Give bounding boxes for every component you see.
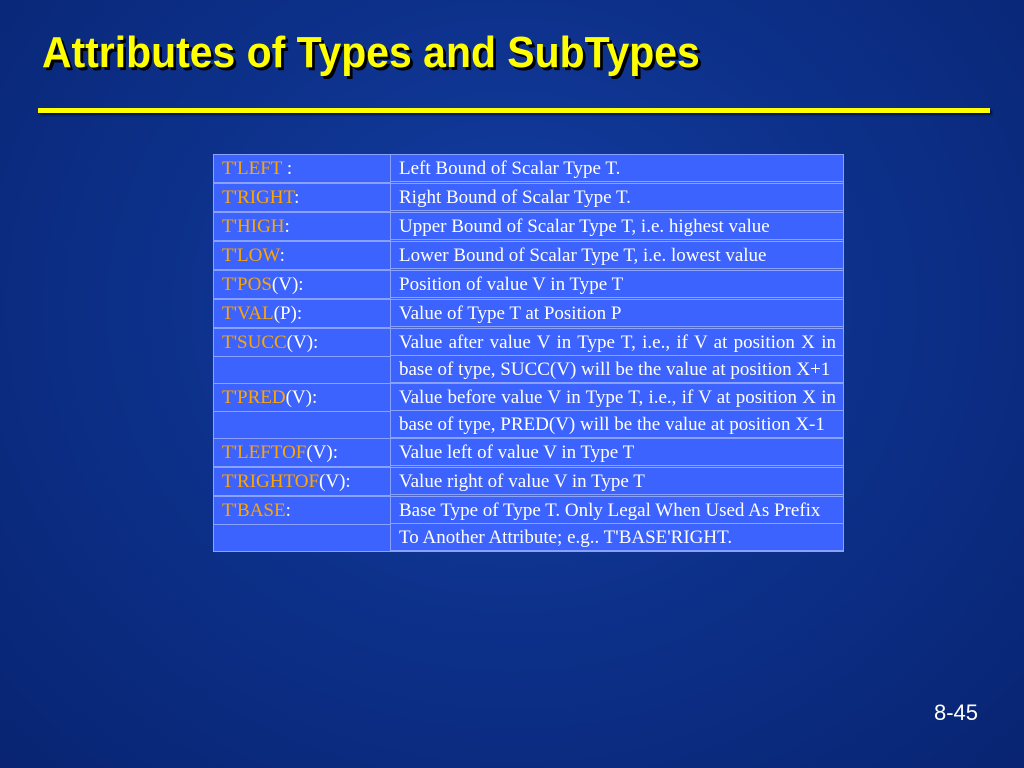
attribute-description: Value of Type T at Position P: [391, 300, 843, 327]
attribute-label: [214, 300, 390, 328]
attribute-description: Value right of value V in Type T: [391, 468, 843, 495]
attribute-name: T'RIGHTOF: [222, 471, 320, 492]
attribute-description: Base Type of Type T. Only Legal When Used As Prefix To Another Attribute; e.g.. T'BASE'RIGHT.: [391, 497, 843, 551]
attribute-name: T'POS: [222, 274, 272, 295]
table-row: [214, 213, 844, 242]
table-row: [214, 300, 844, 329]
attribute-suffix: (V):: [286, 332, 319, 353]
description-cell: [391, 242, 844, 271]
attribute-name: T'LOW: [222, 245, 280, 266]
attribute-label: [214, 155, 390, 183]
description-cell: [391, 384, 844, 439]
attribute-cell: [214, 384, 391, 439]
table-row: [214, 155, 844, 184]
attribute-suffix: (V):: [319, 471, 351, 492]
attribute-label: [214, 384, 390, 412]
attribute-suffix: :: [294, 187, 300, 208]
attribute-suffix: :: [282, 158, 293, 179]
attribute-label: [214, 213, 390, 241]
attribute-name: T'LEFT: [222, 158, 283, 179]
attributes-table: [213, 154, 844, 552]
description-cell: [391, 439, 844, 468]
attribute-cell: [214, 300, 391, 329]
attribute-name: T'BASE: [222, 500, 286, 521]
attribute-cell: [214, 439, 391, 468]
page-number: 8-45: [933, 700, 978, 725]
attribute-description: Value left of value V in Type T: [391, 439, 843, 466]
attribute-name: T'LEFTOF: [222, 442, 307, 463]
attribute-suffix: (V):: [285, 387, 318, 408]
table-row: [214, 271, 844, 300]
slide-title: Attributes of Types and SubTypes: [42, 28, 700, 77]
attribute-cell: [214, 329, 391, 384]
attribute-label: [214, 242, 390, 270]
attribute-cell: [214, 468, 391, 497]
attribute-description: Position of value V in Type T: [391, 271, 843, 298]
table-row: [214, 439, 844, 468]
attribute-description: Value before value V in Type T, i.e., if V at position X in base of type, PRED(V) will be the value at position X-1: [391, 384, 843, 438]
title-underline: [38, 108, 990, 113]
attribute-name: T'RIGHT: [222, 187, 295, 208]
attribute-name: T'PRED: [222, 387, 286, 408]
description-cell: [391, 155, 844, 184]
attribute-name: T'SUCC: [222, 332, 287, 353]
attribute-suffix: (V):: [306, 442, 339, 463]
attribute-cell: [214, 497, 391, 552]
attribute-suffix: :: [279, 245, 285, 266]
attribute-cell: [214, 184, 391, 213]
attribute-description: Value after value V in Type T, i.e., if V at position X in base of type, SUCC(V) will be the value at position X+1: [391, 329, 843, 383]
attribute-name: T'VAL: [222, 303, 274, 324]
table-row: [214, 468, 844, 497]
attribute-label: [214, 439, 390, 467]
table-row: [214, 329, 844, 384]
description-cell: [391, 213, 844, 242]
attribute-name: T'HIGH: [222, 216, 285, 237]
table-row: [214, 497, 844, 552]
attribute-cell: [214, 155, 391, 184]
attribute-cell: [214, 213, 391, 242]
attributes-table-body: [214, 155, 844, 552]
attribute-suffix: :: [285, 500, 291, 521]
attribute-label: [214, 329, 390, 357]
attribute-description: Right Bound of Scalar Type T.: [391, 184, 843, 211]
attribute-cell: [214, 242, 391, 271]
description-cell: [391, 497, 844, 552]
description-cell: [391, 271, 844, 300]
attribute-description: Upper Bound of Scalar Type T, i.e. highest value: [391, 213, 843, 240]
attribute-suffix: :: [284, 216, 290, 237]
table-row: [214, 242, 844, 271]
attribute-label: [214, 468, 390, 496]
attribute-label: [214, 497, 390, 525]
attribute-suffix: (P):: [273, 303, 303, 324]
description-cell: [391, 468, 844, 497]
attribute-description: Lower Bound of Scalar Type T, i.e. lowest value: [391, 242, 843, 269]
table-row: [214, 184, 844, 213]
description-cell: [391, 184, 844, 213]
attribute-label: [214, 184, 390, 212]
table-row: [214, 384, 844, 439]
description-cell: [391, 329, 844, 384]
attribute-cell: [214, 271, 391, 300]
description-cell: [391, 300, 844, 329]
attribute-description: Left Bound of Scalar Type T.: [391, 155, 843, 182]
attribute-suffix: (V):: [271, 274, 304, 295]
attribute-label: [214, 271, 390, 299]
